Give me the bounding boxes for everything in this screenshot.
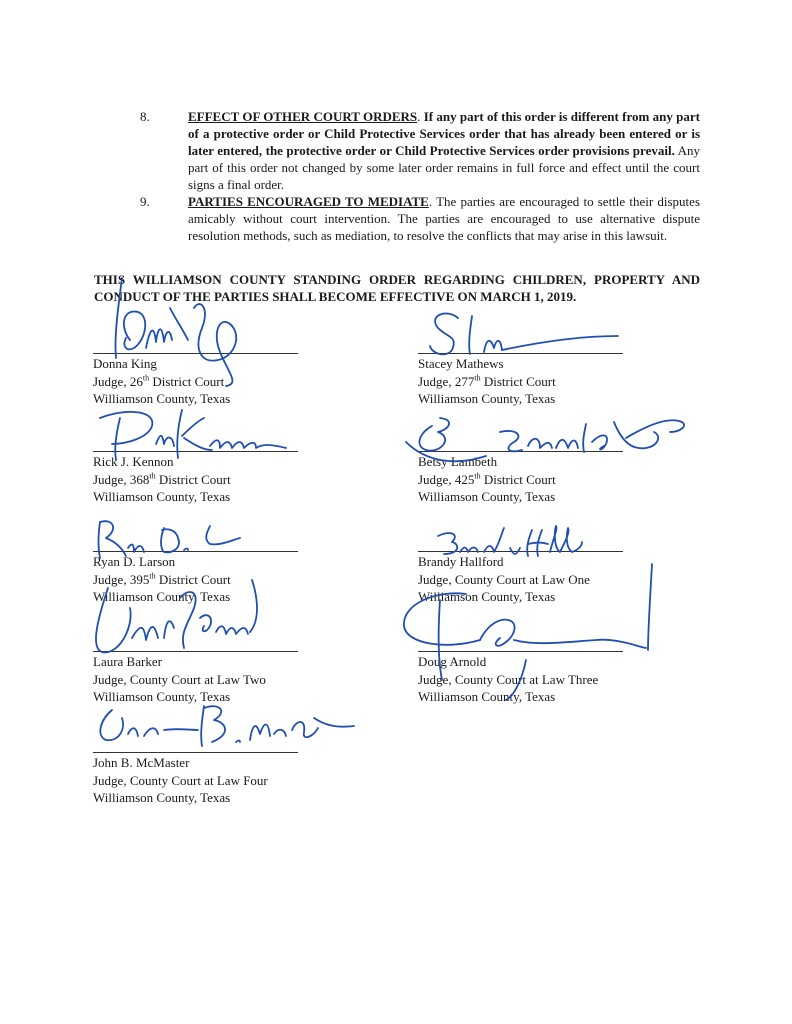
judge-county: Williamson County, Texas bbox=[418, 689, 556, 704]
judge-county: Williamson County, Texas bbox=[418, 589, 556, 604]
judge-county: Williamson County, Texas bbox=[418, 489, 556, 504]
judge-title: Judge, County Court at Law Two bbox=[93, 671, 266, 687]
signature-lambeth bbox=[396, 402, 696, 472]
judge-name: Donna King bbox=[93, 356, 157, 371]
signature-barker bbox=[88, 568, 288, 668]
signature-hallford bbox=[430, 522, 590, 562]
judge-name: Brandy Hallford bbox=[418, 554, 504, 569]
judge-county: Williamson County, Texas bbox=[93, 589, 231, 604]
judge-name: John B. McMaster bbox=[93, 755, 190, 770]
paragraph-bold-text: If any part of this order is different from any part of a protective order or Child Protective Services order that has already been entered or is later entered, the protective order or Child Protective Services order provisions prevail. bbox=[188, 109, 700, 158]
paragraph-text: The parties are encouraged to settle their disputes amicably without court intervention. The parties are encouraged to use alternative dispute resolution methods, such as mediation, to resolve the conflicts that may arise in this lawsuit. bbox=[188, 194, 700, 243]
judge-county: Williamson County, Texas bbox=[93, 391, 231, 406]
judge-title: Judge, County Court at Law Three bbox=[418, 671, 599, 687]
signature-mcmaster bbox=[92, 690, 362, 760]
judge-title: Judge, 26th District Court bbox=[93, 373, 225, 389]
judge-name: Rick J. Kennon bbox=[93, 454, 174, 469]
judge-county: Williamson County, Texas bbox=[93, 689, 231, 704]
judge-name: Betsy Lambeth bbox=[418, 454, 498, 469]
judge-title: Judge, 368th District Court bbox=[93, 471, 231, 487]
signature-mathews bbox=[410, 296, 630, 366]
order-effective-statement: THIS WILLIAMSON COUNTY STANDING ORDER REGARDING CHILDREN, PROPERTY AND CONDUCT OF THE PARTIES SHALL BECOME EFFECTIVE ON MARCH 1, 2019. bbox=[94, 272, 700, 304]
signature-larson bbox=[92, 508, 252, 568]
paragraph-text: Any part of this order not changed by some later order remains in full force and effect until the court signs a final order. bbox=[188, 143, 700, 192]
judge-title: Judge, 425th District Court bbox=[418, 471, 556, 487]
judge-county: Williamson County, Texas bbox=[93, 489, 231, 504]
judge-county: Williamson County, Texas bbox=[93, 790, 231, 805]
judge-county: Williamson County, Texas bbox=[418, 391, 556, 406]
judge-name: Laura Barker bbox=[93, 654, 162, 669]
signature-kennon bbox=[86, 400, 306, 470]
judge-name: Stacey Mathews bbox=[418, 356, 504, 371]
signature-arnold bbox=[396, 560, 666, 710]
judge-title: Judge, 277th District Court bbox=[418, 373, 556, 389]
judge-title: Judge, County Court at Law Four bbox=[93, 772, 268, 788]
paragraph-heading: PARTIES ENCOURAGED TO MEDIATE bbox=[188, 194, 429, 209]
paragraph-number: 9. bbox=[140, 194, 150, 209]
judge-title: Judge, County Court at Law One bbox=[418, 571, 590, 587]
paragraph-number: 8. bbox=[140, 109, 150, 124]
paragraph-heading: EFFECT OF OTHER COURT ORDERS bbox=[188, 109, 418, 124]
signature-king bbox=[90, 268, 270, 408]
judge-name: Doug Arnold bbox=[418, 654, 487, 669]
judge-name: Ryan D. Larson bbox=[93, 554, 176, 569]
paragraph-9: 9. PARTIES ENCOURAGED TO MEDIATE. The parties are encouraged to settle their disputes amicably without court intervention. The parties are encouraged to use alternative dispute resolution methods, such as mediation, to resolve the conflicts that may arise in this lawsuit. bbox=[140, 194, 700, 243]
paragraph-8: 8. EFFECT OF OTHER COURT ORDERS. If any part of this order is different from any part of a protective order or Child Protective Services order that has already been entered or is later entered, the protective order or Child Protective Services order provisions prevail. Any part of this order not changed by some later order remains in full force and effect until the court signs a final order. bbox=[140, 109, 700, 192]
judge-title: Judge, 395th District Court bbox=[93, 571, 231, 587]
